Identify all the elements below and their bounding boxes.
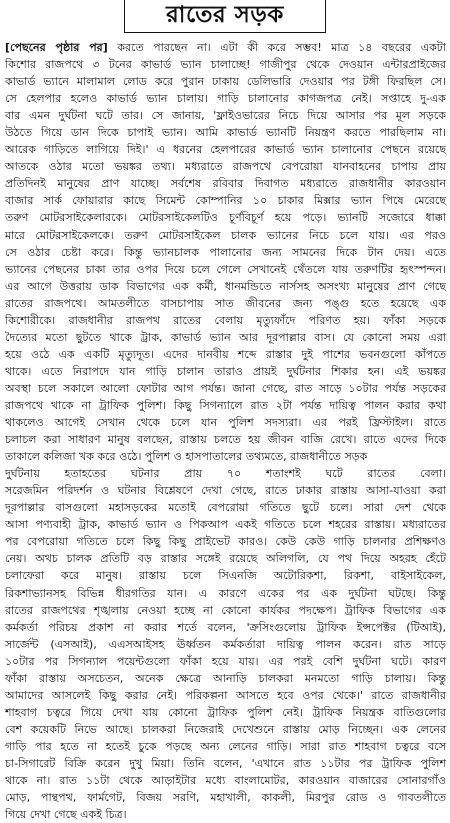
article-line: এর আগে উত্তরায় ডাক বিভাগের এক কর্মী, ধানমন্ডিতে নার্সসহ অসংখ্য মানুষের প্রাণ গেছে <box>5 279 446 293</box>
article-line: তাকালে কলিজা খক করে ওঠে। পুলিশ ও হাসপাতালের তথ্যমতে, রাজধানীতে সড়ক <box>5 450 368 464</box>
article-line: সার্জেন্ট (এসআই), এএসআইসহ ঊর্ধ্বতন কর্মকর্তারা দায়িত্ব পালন করেন। রাত সাড়ে <box>5 637 446 651</box>
article-line: ১০টার পর সিগন্যাল পয়েন্টগুলো ফাঁকা হয়ে যায়। এর পরই বেশি দুর্ঘটনা ঘটে। কারণ <box>5 654 446 668</box>
article-line: মোড়, পান্থপথ, ফার্মগেট, বিজয় সরণি, মহাখালী, কাকলী, মিরপুর রোড ও গাবতলীতে <box>5 791 446 805</box>
article-line: বার এমন দুর্ঘটনা ঘটে তার। সে জানায়, 'ফ্লাইওভারের নিচে দিয়ে আসার পর মূল সড়কে <box>5 109 446 123</box>
article-body <box>0 39 450 823</box>
article-line: কাভার্ড ভ্যানে মালামাল লোড করে পুরান ঢাকায় ডেলিভারি দেওয়ার পর টঙ্গী ফিরছিল সে। <box>5 75 446 89</box>
article-line: হয়ে ওঠে এক একটি মৃত্যুদূত। এদের দানবীয় শব্দে রাস্তার দুই পাশের ভবনগুলো কাঁপতে <box>5 347 446 361</box>
article-line: রাজপথে থাকে না ট্রাফিক পুলিশ। কিছু সিগন্যালে রাত ২টা পর্যন্ত দায়িত্ব পালন করার কথা <box>5 398 446 412</box>
article-line: দুর্ঘটনায় হতাহতের ঘটনার প্রায় ৭০ শতাংশই ঘটে রাতের বেলা। <box>5 467 446 481</box>
article-line: কিশোরীকে। রাজধানীর রাজপথ রাতের বেলায় মৃত্যুফাঁদে পরিণত হয়। ফাঁকা সড়কে <box>5 313 446 327</box>
article-title: রাতের সড়ক <box>124 0 326 33</box>
article-line: চলাচল করা সাধারণ মানুষ বলছেন, রাস্তায় চলতে হয় জীবন বাজি রেখে। রাতে এদের দিকে <box>5 433 446 447</box>
article-line: রাতের রাজপথের শৃঙ্খলায় নেওয়া হচ্ছে না কোনো কার্যকর পদক্ষেপ। ট্রাফিক বিভাগের এক <box>5 603 446 617</box>
article-line: গাড়ি পার হতে না হতেই চুকে পড়ছে অন্য লেনের গাড়ি। সারা রাত শাহবাগ চত্বরে বসে <box>5 739 446 753</box>
article-line: গিয়ে দেখা গেছে একই চিত্র। <box>5 808 127 822</box>
article-line: আসা পণ্যবাহী ট্রাক, কাভার্ড ভ্যান ও পিকআপ একই গতিতে চলে শহরের রাস্তায়। মধ্যরাতের <box>5 518 446 532</box>
article-line: রাতের রাজপথে। আমতলীতে বাসচাপায় সাত জীবনের জন্য পঙ্গু হতে হয়েছে এক <box>5 296 446 310</box>
article-line: সে ওঠার চেষ্টা করে। কিন্তু ভ্যানচালক পালানোর জন্য সামনের দিকে টান দেয়। এতে <box>5 245 446 259</box>
article-line: আতকে ওঠার মতো ভয়ঙ্কর তথ্য। মধ্যরাতে রাজপথে বেপরোয়া যানবাহনের চাপায় প্রায় <box>5 160 446 174</box>
article-line: পর বেপরোয়া গতিতে চলে কিছু কিছু প্রাইভেট কারও। কেউ কেউ গাড়ি চালনার প্রশিক্ষণও <box>5 535 446 549</box>
article-line: চা-সিগারেট বিক্রি করেন দুখু মিয়া। তিনি বলেন, 'এখানে রাত ১১টার পর ট্রাফিক পুলিশ <box>5 756 446 770</box>
article-line: শাহবাগ চত্বরে গিয়ে দেখা যায় কোনো ট্রাফিক পুলিশ নেই। ট্রাফিক নিয়ন্ত্রক বাতিগুলোর <box>5 705 446 719</box>
article-line: মারে মোটরসাইকেলকে। তরুণ মোটরসাইকেল চালক ভ্যানের নিচে চলে যায়। এর পরও <box>5 228 446 242</box>
article-line: আমাদের আসলেই কিছু করার নেই। পরিকল্পনা আসতে হবে ওপর থেকে।' রাতে রাজধানীর <box>5 688 446 702</box>
article-line: চলাফেরা করে মানুষ। রাস্তায় চলে সিএনজি অটোরিকশা, রিকশা, বাইসাইকেল, <box>5 569 446 583</box>
article-line: উঠতে গিয়ে ডান দিকে চাপাই ভ্যান। আমি কাভার্ড ভ্যানটি নিয়ন্ত্রণ করতে পারছিলাম না। <box>5 126 446 140</box>
article-line: সে হেলপার হলেও কাভার্ড ভ্যান চালায়। গাড়ি চালানোর কাগজপত্র নেই। সপ্তাহে দু-এক <box>5 92 446 106</box>
article-line: তরুণ মোটরসাইকেলারকে। মোটরসাইকেলটিও চূর্ণবিচূর্ণ হয়ে পড়ে। ভ্যানটি সজোরে ধাক্কা <box>5 211 446 225</box>
article-line: রিকশাভ্যানসহ বিভিন্ন ধীরগতির যান। এ কারণে একের পর এক দুর্ঘটনা ঘটছে। কিন্তু <box>5 586 446 600</box>
article-line: কর্মকর্তা পরিচয় প্রকাশ না করার শর্তে বলেন, 'ক্রসিংগুলোয় ট্রাফিক ইন্সপেক্টর (টিআই), <box>5 620 446 634</box>
first-line-text: করতে পারছেন না। এটা কী করে সম্ভব! মাত্র ১৪ বছরের একটা <box>107 41 446 54</box>
article-line: বেশ কয়েকটি নিভে আছে। চালকরা নিজেরাই দেখেশুনে রাস্তায় মোড় নিচ্ছেন। এক লেনের <box>5 722 446 736</box>
article-line: আরেক গাড়িতে লাগিয়ে দিই।' এ ধরনের হেলপারের কাভার্ড ভ্যান চালানোর পেছনে রয়েছে <box>5 143 446 157</box>
lead-in-label: [পেছনের পৃষ্ঠার পর] <box>5 41 108 54</box>
article-line: সরেজমিন পরিদর্শন ও ঘটনার বিশ্লেষণে দেখা গেছে, রাতে ঢাকার রাস্তায় আসা-যাওয়া করা <box>5 484 446 498</box>
article-line: ফাঁকা রাস্তায় অসচেতন, অনেক ক্ষেত্রে আনাড়ি চালকরা মনমতো গাড়ি চালায়। কিন্তু <box>5 671 446 685</box>
article-line: বাজার সার্ক ফোয়ারার কাছে সিমেন্ট কোম্পানির ১০ চাকার মিক্সার ভ্যান পিষে মেরেছে <box>5 194 446 208</box>
article-line: ভ্যানের পেছনের চাকা তার ওপর দিয়ে চলে গেলে সেখানেই থেঁতলে যায় তরুণটির হৃৎস্পন্দন। <box>5 262 446 276</box>
article-line: নেয়। অথচ চালক প্রতিটি বড় রাস্তার সঙ্গেই রয়েছে অলিগলি, যে পথ দিয়ে অহরহ হেঁটে <box>5 552 446 566</box>
article-line: দূরপাল্লার বাসগুলো মহাসড়কের মতোই বেপরোয়া গতিতে ছুটে চলে। সারা দেশ থেকে <box>5 501 446 515</box>
article-line: থাকে না। রাত ১১টা থেকে আড়াইটার মধ্যে বাংলামোটর, কারওয়ান বাজারের সোনারগাঁও <box>5 774 446 788</box>
article-line-first <box>5 39 446 56</box>
article-line: কিশোর রাজপথে ৩ টনের কাভার্ড ভ্যান চালাচ্ছে! গাজীপুর থেকে দেওয়ান এন্টারপ্রাইজের <box>5 58 446 72</box>
article-line: প্রতিদিনই মানুষের প্রাণ যাচ্ছে। সর্বশেষ রবিবার দিবাগত মধ্যরাতে রাজধানীর কারওয়ান <box>5 177 446 191</box>
article-line: অবস্থা চলে সকালে আলো ফোটার আগ পর্যন্ত। জানা গেছে, রাত সাড়ে ১০টার পর্যন্ত সড়কের <box>5 381 446 395</box>
article-line: দৈত্যের মতো ছুটতে থাকে ট্রাক, কাভার্ড ভ্যান আর দূরপাল্লার বাস। যে কোনো সময় এরা <box>5 330 446 344</box>
article-line: থাকলেও আগেই সেখান থেকে চলে যান পুলিশ সদস্যরা। এর পরই ফ্রিস্টাইল। রাতে <box>5 416 446 430</box>
article-line: থাকে। এতে নিরাপদে যান গাড়ি চালান তারাও প্রায়ই দুর্ঘটনার শিকার হন। এই ভয়ঙ্কর <box>5 364 446 378</box>
